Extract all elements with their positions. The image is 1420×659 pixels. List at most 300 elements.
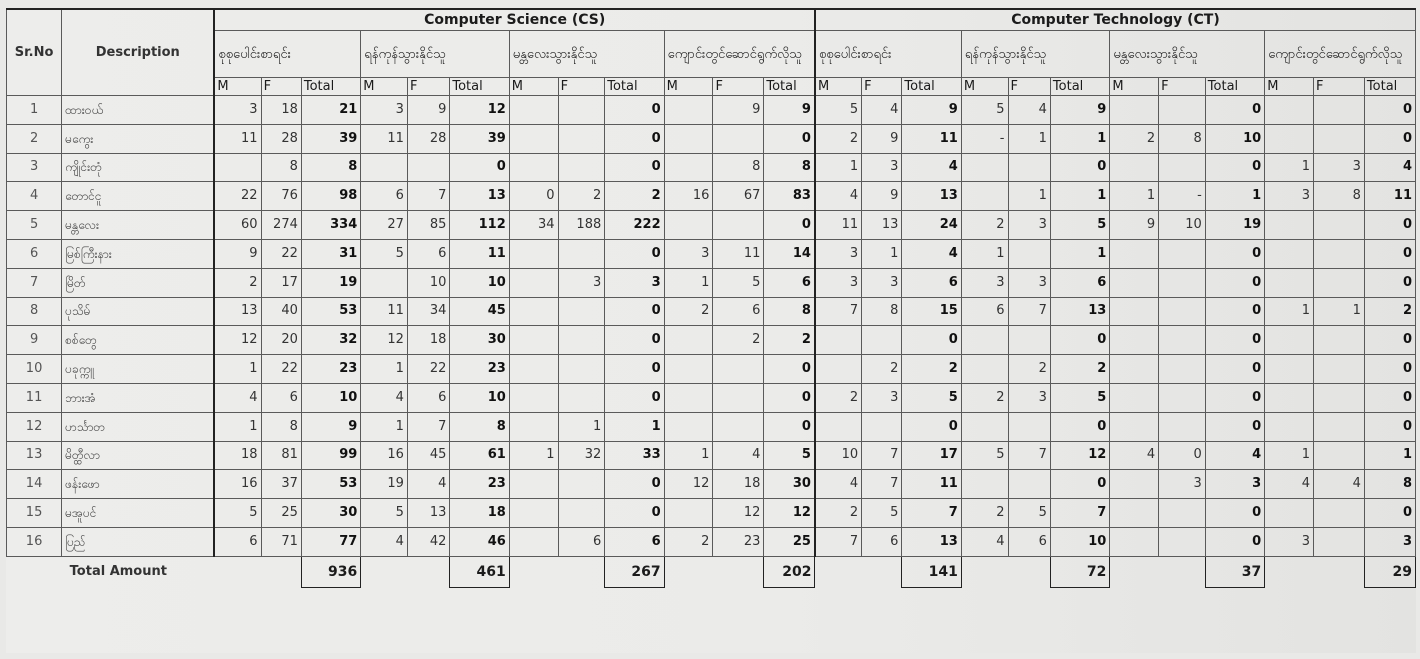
cell-f[interactable] [1159, 412, 1206, 441]
cell-f[interactable]: 9 [713, 96, 764, 125]
cell-m[interactable]: 2 [815, 124, 862, 153]
cell-total[interactable]: 0 [902, 326, 961, 355]
cell-m[interactable]: 3 [1265, 182, 1314, 211]
cell-total[interactable]: 8 [301, 153, 360, 182]
cell-f[interactable] [1314, 239, 1365, 268]
cell-total[interactable]: 6 [764, 268, 815, 297]
cell-m[interactable]: 9 [1110, 211, 1159, 240]
cell-total[interactable]: 8 [450, 412, 509, 441]
cell-total[interactable]: 5 [902, 383, 961, 412]
cell-f[interactable]: 3 [862, 383, 902, 412]
cell-m[interactable] [509, 239, 558, 268]
cell-total[interactable]: 13 [450, 182, 509, 211]
cell-f[interactable] [1008, 153, 1050, 182]
cell-total[interactable]: 0 [605, 499, 664, 528]
cell-total[interactable]: 12 [1050, 441, 1109, 470]
cell-total[interactable]: 0 [1205, 297, 1264, 326]
cell-m[interactable] [509, 383, 558, 412]
cell-total[interactable]: 112 [450, 211, 509, 240]
cell-total[interactable]: 45 [450, 297, 509, 326]
cell-f[interactable] [1314, 124, 1365, 153]
cell-m[interactable]: 3 [815, 239, 862, 268]
cell-m[interactable]: 1 [361, 412, 408, 441]
cell-f[interactable]: 5 [713, 268, 764, 297]
cell-m[interactable]: 22 [214, 182, 261, 211]
cell-f[interactable] [1159, 153, 1206, 182]
cell-f[interactable]: 1 [558, 412, 605, 441]
cell-total[interactable]: 77 [301, 527, 360, 556]
cell-f[interactable] [1159, 297, 1206, 326]
cell-f[interactable] [713, 124, 764, 153]
cell-total[interactable]: 98 [301, 182, 360, 211]
cell-f[interactable]: 22 [261, 239, 301, 268]
cell-f[interactable] [1008, 470, 1050, 499]
cell-total[interactable]: 10 [1050, 527, 1109, 556]
cell-f[interactable]: 8 [1159, 124, 1206, 153]
cell-total[interactable]: 1 [1050, 239, 1109, 268]
cell-m[interactable]: 7 [815, 297, 862, 326]
cell-m[interactable]: 6 [961, 297, 1008, 326]
cell-m[interactable]: 2 [664, 297, 713, 326]
cell-m[interactable]: 1 [1110, 182, 1159, 211]
cell-m[interactable] [1110, 470, 1159, 499]
cell-total[interactable]: 10 [1205, 124, 1264, 153]
cell-total[interactable]: 6 [1050, 268, 1109, 297]
cell-total[interactable]: 0 [1205, 383, 1264, 412]
cell-total[interactable]: 0 [1205, 153, 1264, 182]
cell-f[interactable]: 6 [261, 383, 301, 412]
cell-total[interactable]: 31 [301, 239, 360, 268]
cell-f[interactable]: 9 [862, 124, 902, 153]
cell-f[interactable] [713, 383, 764, 412]
cell-total[interactable]: 33 [605, 441, 664, 470]
cell-m[interactable] [1110, 96, 1159, 125]
cell-total[interactable]: 18 [450, 499, 509, 528]
cell-f[interactable] [558, 499, 605, 528]
cell-m[interactable] [1265, 383, 1314, 412]
cell-m[interactable]: 5 [361, 499, 408, 528]
cell-total[interactable]: 0 [1050, 326, 1109, 355]
cell-m[interactable] [1265, 211, 1314, 240]
cell-m[interactable] [509, 499, 558, 528]
cell-f[interactable]: 7 [862, 441, 902, 470]
cell-m[interactable] [509, 412, 558, 441]
cell-f[interactable]: 1 [1314, 297, 1365, 326]
cell-f[interactable]: 11 [713, 239, 764, 268]
cell-total[interactable]: 83 [764, 182, 815, 211]
cell-f[interactable]: 274 [261, 211, 301, 240]
cell-f[interactable] [558, 355, 605, 384]
cell-f[interactable] [713, 211, 764, 240]
cell-total[interactable]: 4 [902, 153, 961, 182]
cell-total[interactable]: 10 [450, 268, 509, 297]
cell-f[interactable] [407, 153, 449, 182]
cell-f[interactable]: 13 [862, 211, 902, 240]
cell-m[interactable]: 1 [214, 355, 261, 384]
cell-f[interactable] [1314, 441, 1365, 470]
cell-f[interactable]: 18 [261, 96, 301, 125]
cell-f[interactable]: 71 [261, 527, 301, 556]
cell-f[interactable]: 2 [713, 326, 764, 355]
cell-m[interactable]: 27 [361, 211, 408, 240]
cell-total[interactable]: 8 [764, 153, 815, 182]
cell-total[interactable]: 23 [450, 355, 509, 384]
cell-f[interactable]: 5 [1008, 499, 1050, 528]
cell-total[interactable]: 14 [764, 239, 815, 268]
cell-f[interactable] [713, 412, 764, 441]
cell-f[interactable]: 188 [558, 211, 605, 240]
cell-m[interactable]: 16 [361, 441, 408, 470]
cell-m[interactable]: 10 [815, 441, 862, 470]
cell-total[interactable]: 0 [1364, 211, 1415, 240]
cell-m[interactable]: 4 [1265, 470, 1314, 499]
cell-total[interactable]: 5 [1050, 211, 1109, 240]
cell-total[interactable]: 46 [450, 527, 509, 556]
cell-f[interactable] [1159, 239, 1206, 268]
cell-total[interactable]: 21 [301, 96, 360, 125]
cell-m[interactable]: 2 [815, 383, 862, 412]
cell-m[interactable]: 16 [214, 470, 261, 499]
cell-f[interactable] [1159, 499, 1206, 528]
cell-f[interactable] [1314, 383, 1365, 412]
cell-m[interactable] [961, 470, 1008, 499]
cell-total[interactable]: 0 [902, 412, 961, 441]
cell-m[interactable]: 1 [815, 153, 862, 182]
cell-total[interactable]: 7 [1050, 499, 1109, 528]
cell-m[interactable] [1265, 124, 1314, 153]
cell-total[interactable]: 2 [764, 326, 815, 355]
cell-total[interactable]: 0 [1050, 470, 1109, 499]
cell-f[interactable]: 76 [261, 182, 301, 211]
cell-total[interactable]: 11 [1364, 182, 1415, 211]
cell-total[interactable]: 53 [301, 297, 360, 326]
cell-total[interactable]: 10 [450, 383, 509, 412]
cell-f[interactable]: 34 [407, 297, 449, 326]
cell-f[interactable]: 8 [862, 297, 902, 326]
cell-f[interactable]: 32 [558, 441, 605, 470]
cell-total[interactable]: 1 [1205, 182, 1264, 211]
cell-m[interactable] [1110, 153, 1159, 182]
cell-total[interactable]: 11 [450, 239, 509, 268]
cell-total[interactable]: 2 [902, 355, 961, 384]
cell-f[interactable]: 28 [261, 124, 301, 153]
cell-m[interactable]: 2 [815, 499, 862, 528]
cell-total[interactable]: 4 [902, 239, 961, 268]
cell-f[interactable]: 7 [1008, 441, 1050, 470]
cell-total[interactable]: 0 [605, 470, 664, 499]
cell-f[interactable] [713, 355, 764, 384]
cell-f[interactable]: 1 [862, 239, 902, 268]
cell-total[interactable]: 61 [450, 441, 509, 470]
cell-total[interactable]: 39 [450, 124, 509, 153]
cell-total[interactable]: 0 [1364, 355, 1415, 384]
cell-m[interactable]: 4 [1110, 441, 1159, 470]
cell-f[interactable]: 4 [713, 441, 764, 470]
cell-total[interactable]: 0 [1050, 153, 1109, 182]
cell-total[interactable]: 2 [1364, 297, 1415, 326]
cell-m[interactable]: 12 [664, 470, 713, 499]
cell-total[interactable]: 10 [301, 383, 360, 412]
cell-f[interactable]: 8 [261, 153, 301, 182]
cell-total[interactable]: 13 [902, 182, 961, 211]
cell-m[interactable]: 2 [961, 383, 1008, 412]
cell-total[interactable]: 4 [1364, 153, 1415, 182]
cell-f[interactable]: 5 [862, 499, 902, 528]
cell-m[interactable]: 4 [214, 383, 261, 412]
cell-f[interactable]: 22 [261, 355, 301, 384]
cell-total[interactable]: 30 [764, 470, 815, 499]
cell-total[interactable]: 12 [764, 499, 815, 528]
cell-total[interactable]: 53 [301, 470, 360, 499]
cell-f[interactable]: 9 [862, 182, 902, 211]
cell-m[interactable] [1110, 383, 1159, 412]
cell-f[interactable] [1314, 527, 1365, 556]
cell-m[interactable] [664, 412, 713, 441]
cell-m[interactable]: 11 [361, 297, 408, 326]
cell-m[interactable] [1265, 96, 1314, 125]
cell-m[interactable]: 5 [214, 499, 261, 528]
cell-f[interactable] [1008, 412, 1050, 441]
cell-m[interactable] [1265, 268, 1314, 297]
cell-total[interactable]: 0 [605, 297, 664, 326]
cell-f[interactable]: 1 [1008, 124, 1050, 153]
cell-total[interactable]: 3 [605, 268, 664, 297]
cell-total[interactable]: 1 [605, 412, 664, 441]
cell-m[interactable]: 1 [961, 239, 1008, 268]
total-amount-value[interactable]: 936 [301, 556, 360, 587]
cell-total[interactable]: 30 [301, 499, 360, 528]
cell-m[interactable]: 12 [214, 326, 261, 355]
cell-f[interactable]: 6 [713, 297, 764, 326]
cell-total[interactable]: 30 [450, 326, 509, 355]
cell-total[interactable]: 39 [301, 124, 360, 153]
cell-total[interactable]: 17 [902, 441, 961, 470]
cell-m[interactable] [961, 182, 1008, 211]
cell-total[interactable]: 0 [605, 124, 664, 153]
cell-total[interactable]: 11 [902, 124, 961, 153]
cell-total[interactable]: 5 [1050, 383, 1109, 412]
cell-m[interactable]: 3 [664, 239, 713, 268]
cell-total[interactable]: 334 [301, 211, 360, 240]
cell-m[interactable] [961, 355, 1008, 384]
cell-f[interactable] [558, 297, 605, 326]
cell-f[interactable]: 3 [1008, 268, 1050, 297]
cell-m[interactable] [509, 355, 558, 384]
cell-total[interactable]: 24 [902, 211, 961, 240]
cell-total[interactable]: 0 [605, 153, 664, 182]
cell-total[interactable]: 0 [1364, 412, 1415, 441]
cell-total[interactable]: 1 [1364, 441, 1415, 470]
cell-f[interactable]: 42 [407, 527, 449, 556]
cell-m[interactable]: 16 [664, 182, 713, 211]
cell-f[interactable] [1314, 268, 1365, 297]
cell-f[interactable]: 6 [862, 527, 902, 556]
cell-total[interactable]: 0 [1364, 268, 1415, 297]
cell-f[interactable] [558, 124, 605, 153]
cell-f[interactable]: 3 [1314, 153, 1365, 182]
cell-f[interactable]: 4 [1008, 96, 1050, 125]
cell-m[interactable]: 7 [815, 527, 862, 556]
cell-m[interactable]: 3 [815, 268, 862, 297]
cell-m[interactable]: 4 [961, 527, 1008, 556]
cell-f[interactable]: 2 [558, 182, 605, 211]
cell-m[interactable] [1265, 355, 1314, 384]
cell-m[interactable] [961, 153, 1008, 182]
cell-m[interactable]: 11 [815, 211, 862, 240]
cell-total[interactable]: 0 [764, 124, 815, 153]
cell-f[interactable]: 22 [407, 355, 449, 384]
cell-m[interactable]: 4 [815, 182, 862, 211]
cell-f[interactable] [1314, 326, 1365, 355]
cell-m[interactable] [1110, 297, 1159, 326]
cell-total[interactable]: 0 [1364, 383, 1415, 412]
cell-f[interactable]: 6 [558, 527, 605, 556]
cell-f[interactable]: 85 [407, 211, 449, 240]
cell-total[interactable]: 19 [1205, 211, 1264, 240]
cell-m[interactable] [815, 412, 862, 441]
cell-m[interactable] [961, 326, 1008, 355]
total-amount-value[interactable]: 202 [764, 556, 815, 587]
cell-m[interactable]: 1 [509, 441, 558, 470]
cell-f[interactable] [1159, 96, 1206, 125]
cell-f[interactable]: 3 [862, 268, 902, 297]
cell-m[interactable] [509, 297, 558, 326]
cell-total[interactable]: 6 [902, 268, 961, 297]
cell-f[interactable]: 0 [1159, 441, 1206, 470]
cell-m[interactable]: 13 [214, 297, 261, 326]
cell-m[interactable] [1265, 499, 1314, 528]
cell-total[interactable]: 15 [902, 297, 961, 326]
cell-f[interactable] [1314, 355, 1365, 384]
cell-f[interactable]: 28 [407, 124, 449, 153]
cell-m[interactable] [1110, 355, 1159, 384]
cell-total[interactable]: 0 [764, 355, 815, 384]
cell-total[interactable]: 0 [1050, 412, 1109, 441]
cell-f[interactable]: 4 [1314, 470, 1365, 499]
cell-m[interactable] [664, 383, 713, 412]
cell-m[interactable]: 3 [961, 268, 1008, 297]
cell-total[interactable]: 0 [764, 383, 815, 412]
cell-total[interactable]: 0 [1205, 326, 1264, 355]
cell-f[interactable]: 8 [713, 153, 764, 182]
cell-f[interactable]: 12 [713, 499, 764, 528]
cell-m[interactable]: 1 [361, 355, 408, 384]
cell-m[interactable]: 2 [664, 527, 713, 556]
cell-total[interactable]: 8 [1364, 470, 1415, 499]
cell-f[interactable]: 23 [713, 527, 764, 556]
cell-m[interactable] [509, 268, 558, 297]
cell-f[interactable] [558, 96, 605, 125]
cell-f[interactable]: 7 [407, 412, 449, 441]
cell-m[interactable] [509, 470, 558, 499]
cell-total[interactable]: 0 [605, 326, 664, 355]
cell-f[interactable]: 13 [407, 499, 449, 528]
cell-m[interactable]: 5 [961, 96, 1008, 125]
cell-m[interactable]: 1 [214, 412, 261, 441]
cell-m[interactable] [509, 527, 558, 556]
cell-f[interactable]: 6 [1008, 527, 1050, 556]
cell-f[interactable]: 45 [407, 441, 449, 470]
cell-f[interactable] [862, 412, 902, 441]
cell-total[interactable]: 2 [1050, 355, 1109, 384]
cell-total[interactable]: 5 [764, 441, 815, 470]
cell-f[interactable] [558, 153, 605, 182]
cell-f[interactable]: 3 [1008, 383, 1050, 412]
cell-total[interactable]: 19 [301, 268, 360, 297]
cell-f[interactable]: 8 [261, 412, 301, 441]
cell-m[interactable] [1265, 239, 1314, 268]
cell-m[interactable] [815, 326, 862, 355]
cell-f[interactable] [1314, 211, 1365, 240]
cell-m[interactable]: 9 [214, 239, 261, 268]
cell-total[interactable]: 8 [764, 297, 815, 326]
cell-f[interactable] [1008, 239, 1050, 268]
cell-f[interactable] [1314, 96, 1365, 125]
cell-total[interactable]: 0 [1205, 268, 1264, 297]
cell-f[interactable]: 67 [713, 182, 764, 211]
total-amount-value[interactable]: 461 [450, 556, 509, 587]
cell-m[interactable] [961, 412, 1008, 441]
total-amount-value[interactable]: 141 [902, 556, 961, 587]
cell-f[interactable] [1314, 412, 1365, 441]
cell-m[interactable]: 2 [961, 211, 1008, 240]
cell-f[interactable]: 81 [261, 441, 301, 470]
cell-f[interactable] [1159, 326, 1206, 355]
cell-f[interactable]: 18 [713, 470, 764, 499]
cell-m[interactable]: 4 [361, 383, 408, 412]
cell-m[interactable] [664, 124, 713, 153]
cell-total[interactable]: 0 [1205, 499, 1264, 528]
cell-total[interactable]: 99 [301, 441, 360, 470]
cell-f[interactable]: 2 [1008, 355, 1050, 384]
cell-m[interactable]: 1 [1265, 441, 1314, 470]
cell-m[interactable]: 0 [509, 182, 558, 211]
cell-total[interactable]: 9 [301, 412, 360, 441]
cell-f[interactable]: 2 [862, 355, 902, 384]
cell-m[interactable] [361, 268, 408, 297]
cell-m[interactable] [664, 96, 713, 125]
cell-total[interactable]: 0 [1364, 499, 1415, 528]
cell-m[interactable] [664, 326, 713, 355]
cell-f[interactable]: 7 [1008, 297, 1050, 326]
cell-m[interactable]: 4 [361, 527, 408, 556]
cell-f[interactable]: 1 [1008, 182, 1050, 211]
cell-total[interactable]: 2 [605, 182, 664, 211]
cell-m[interactable]: 1 [664, 268, 713, 297]
cell-m[interactable]: 60 [214, 211, 261, 240]
cell-m[interactable]: 6 [214, 527, 261, 556]
total-amount-value[interactable]: 37 [1205, 556, 1264, 587]
cell-m[interactable]: 1 [1265, 153, 1314, 182]
cell-f[interactable]: 3 [1008, 211, 1050, 240]
cell-f[interactable]: 8 [1314, 182, 1365, 211]
cell-m[interactable]: 6 [361, 182, 408, 211]
cell-total[interactable]: 13 [1050, 297, 1109, 326]
cell-f[interactable]: 3 [558, 268, 605, 297]
cell-total[interactable]: 0 [605, 239, 664, 268]
cell-total[interactable]: 4 [1205, 441, 1264, 470]
cell-total[interactable]: 0 [1205, 412, 1264, 441]
cell-m[interactable]: 11 [361, 124, 408, 153]
cell-f[interactable] [1159, 527, 1206, 556]
cell-m[interactable]: 19 [361, 470, 408, 499]
cell-total[interactable]: 32 [301, 326, 360, 355]
total-amount-value[interactable]: 267 [605, 556, 664, 587]
cell-total[interactable]: 9 [902, 96, 961, 125]
cell-m[interactable] [214, 153, 261, 182]
cell-total[interactable]: 0 [605, 383, 664, 412]
cell-total[interactable]: 1 [1050, 124, 1109, 153]
